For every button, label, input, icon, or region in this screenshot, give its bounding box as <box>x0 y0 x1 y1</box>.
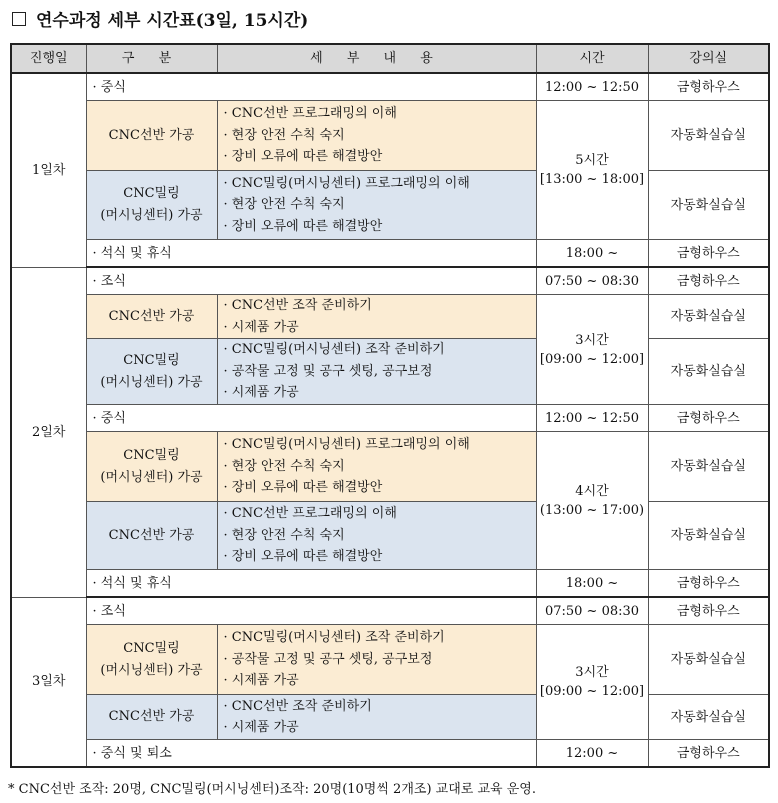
header-room: 강의실 <box>648 44 769 73</box>
time-cell: 07:50 ~ 08:30 <box>536 267 648 295</box>
meal-row-label: · 조식 <box>86 597 536 625</box>
time-cell: 18:00 ~ <box>536 240 648 268</box>
room-cell: 금형하우스 <box>648 597 769 625</box>
meal-row-label: · 중식 <box>86 73 536 101</box>
table-row <box>11 339 769 405</box>
table-row <box>11 432 769 502</box>
room-cell: 자동화실습실 <box>648 295 769 339</box>
table-row <box>11 597 769 625</box>
room-cell: 금형하우스 <box>648 73 769 101</box>
time-cell <box>536 295 648 405</box>
table-row <box>11 295 769 339</box>
table-row <box>11 502 769 570</box>
detail-cell <box>217 502 536 570</box>
category-line: (머시닝센터) 가공 <box>100 469 203 485</box>
time-cell: 12:00 ~ <box>536 740 648 768</box>
category-cell: CNC선반 가공 <box>86 695 217 740</box>
table-row <box>11 625 769 695</box>
detail-line: · 현장 안전 수칙 숙지 <box>223 197 345 213</box>
category-cell <box>86 625 217 695</box>
time-duration: 3시간 <box>575 332 609 348</box>
detail-line: · CNC선반 조작 준비하기 <box>223 298 372 313</box>
page-title <box>12 6 308 31</box>
header-day: 진행일 <box>11 44 86 73</box>
category-cell: CNC선반 가공 <box>86 502 217 570</box>
category-line: CNC밀링 <box>123 352 180 368</box>
header-category: 구 분 <box>86 44 217 73</box>
time-duration: 5시간 <box>575 153 609 168</box>
room-cell: 금형하우스 <box>648 267 769 295</box>
schedule-table <box>10 43 770 768</box>
detail-line: · 공작물 고정 및 공구 셋팅, 공구보정 <box>223 651 433 667</box>
header-detail: 세 부 내 용 <box>217 44 536 73</box>
room-cell: 자동화실습실 <box>648 625 769 695</box>
table-row <box>11 267 769 295</box>
meal-row-label: · 조식 <box>86 267 536 295</box>
category-line: (머시닝센터) 가공 <box>100 662 203 678</box>
detail-line: · CNC밀링(머시닝센터) 조작 준비하기 <box>223 630 445 646</box>
table-row <box>11 405 769 432</box>
time-range: [09:00 ~ 12:00] <box>539 684 645 699</box>
detail-cell <box>217 625 536 695</box>
detail-line: · CNC선반 조작 준비하기 <box>223 698 372 714</box>
room-cell: 자동화실습실 <box>648 432 769 502</box>
time-cell: 07:50 ~ 08:30 <box>536 597 648 625</box>
category-cell <box>86 339 217 405</box>
header-time: 시간 <box>536 44 648 73</box>
time-cell: 18:00 ~ <box>536 570 648 598</box>
meal-row-label: · 석식 및 휴식 <box>86 570 536 598</box>
time-cell <box>536 101 648 240</box>
meal-row-label: · 중식 및 퇴소 <box>86 740 536 768</box>
room-cell: 금형하우스 <box>648 570 769 598</box>
table-row <box>11 73 769 101</box>
detail-line: · 현장 안전 수칙 숙지 <box>223 458 345 474</box>
category-line: CNC밀링 <box>123 186 180 201</box>
table-row <box>11 171 769 240</box>
category-cell: CNC선반 가공 <box>86 101 217 171</box>
time-cell <box>536 432 648 570</box>
detail-line: · 시제품 가공 <box>223 720 299 735</box>
room-cell: 자동화실습실 <box>648 171 769 240</box>
meal-row-label: · 중식 <box>86 405 536 432</box>
table-row <box>11 695 769 740</box>
detail-cell <box>217 432 536 502</box>
detail-line: · 장비 오류에 따른 해결방안 <box>223 218 383 234</box>
time-cell: 12:00 ~ 12:50 <box>536 405 648 432</box>
detail-line: · 시제품 가공 <box>223 385 299 401</box>
detail-line: · 시제품 가공 <box>223 319 299 335</box>
table-row <box>11 240 769 268</box>
detail-line: · CNC밀링(머시닝센터) 프로그래밍의 이해 <box>223 437 470 453</box>
detail-line: · 공작물 고정 및 공구 셋팅, 공구보정 <box>223 363 433 379</box>
room-cell: 자동화실습실 <box>648 695 769 740</box>
detail-cell <box>217 171 536 240</box>
day-label: 1일차 <box>11 73 86 267</box>
detail-line: · 현장 안전 수칙 숙지 <box>223 127 345 143</box>
category-line: CNC밀링 <box>123 640 180 656</box>
time-range: (13:00 ~ 17:00) <box>539 502 645 518</box>
detail-cell <box>217 695 536 740</box>
table-row <box>11 570 769 598</box>
room-cell: 금형하우스 <box>648 240 769 268</box>
category-cell <box>86 171 217 240</box>
footnote: * CNC선반 조작: 20명, CNC밀링(머시닝센터)조작: 20명(10명씩 2개조) 교대로 교육 운영. <box>8 782 536 797</box>
category-cell <box>86 432 217 502</box>
time-range: [13:00 ~ 18:00] <box>539 172 645 187</box>
category-line: (머시닝센터) 가공 <box>100 208 203 223</box>
time-duration: 3시간 <box>575 665 609 680</box>
day-label: 2일차 <box>11 267 86 597</box>
detail-line: · 현장 안전 수칙 숙지 <box>223 527 345 543</box>
title-text: 연수과정 세부 시간표(3일, 15시간) <box>36 11 309 31</box>
room-cell: 자동화실습실 <box>648 101 769 171</box>
detail-line: · 장비 오류에 따른 해결방안 <box>223 549 383 565</box>
detail-line: · CNC밀링(머시닝센터) 프로그래밍의 이해 <box>223 175 470 191</box>
room-cell: 자동화실습실 <box>648 339 769 405</box>
detail-line: · CNC선반 프로그래밍의 이해 <box>223 506 397 522</box>
category-line: CNC밀링 <box>123 447 180 463</box>
meal-row-label: · 석식 및 휴식 <box>86 240 536 268</box>
detail-cell <box>217 339 536 405</box>
time-cell: 12:00 ~ 12:50 <box>536 73 648 101</box>
detail-cell <box>217 101 536 171</box>
category-cell: CNC선반 가공 <box>86 295 217 339</box>
header-row <box>11 44 769 73</box>
detail-line: · 장비 오류에 따른 해결방안 <box>223 480 383 496</box>
category-line: (머시닝센터) 가공 <box>100 374 203 390</box>
room-cell: 금형하우스 <box>648 740 769 768</box>
table-row <box>11 740 769 768</box>
day-label: 3일차 <box>11 597 86 767</box>
table-row <box>11 101 769 171</box>
checkbox-icon <box>12 12 26 26</box>
detail-line: · CNC선반 프로그래밍의 이해 <box>223 106 397 122</box>
detail-line: · CNC밀링(머시닝센터) 조작 준비하기 <box>223 342 445 358</box>
time-range: [09:00 ~ 12:00] <box>539 351 645 367</box>
time-cell <box>536 625 648 740</box>
room-cell: 자동화실습실 <box>648 502 769 570</box>
time-duration: 4시간 <box>575 483 609 499</box>
detail-line: · 장비 오류에 따른 해결방안 <box>223 149 383 165</box>
detail-line: · 시제품 가공 <box>223 673 299 689</box>
detail-cell <box>217 295 536 339</box>
room-cell: 금형하우스 <box>648 405 769 432</box>
